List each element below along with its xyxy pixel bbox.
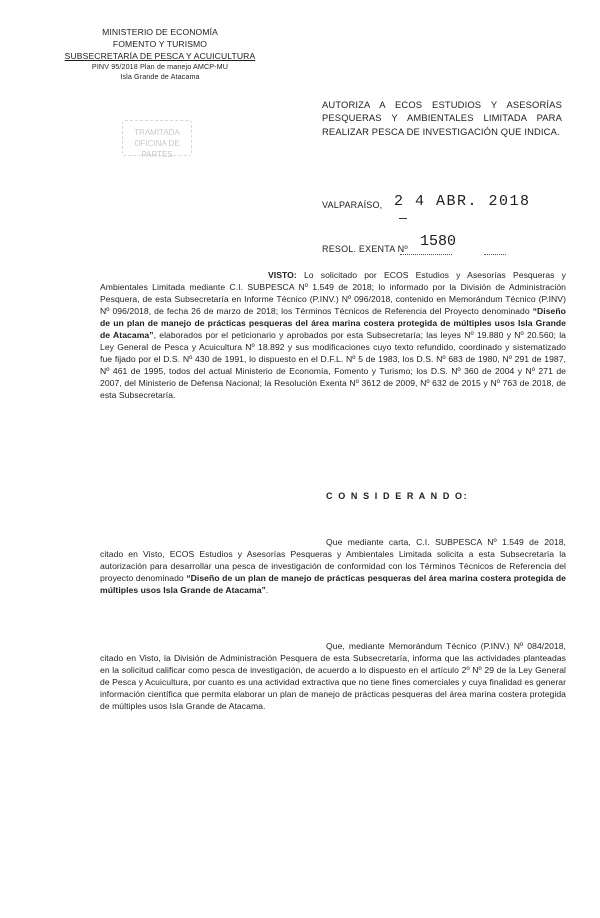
visto-text-2: , elaborados por el peticionario y aprobados por esta Subsecretaría; las leyes Nº 19.880 y Nº 20.560; la Ley General de Pesca y Acuicultura Nº 18.892 y sus modificaciones cuyo texto refundido, coordinado y sistematizado fue fijado por el D.S. Nº 430 de 1991, lo dispuesto en el D.F.L. Nº 5 de 1983, los D.S. Nº 683 de 1980, Nº 291 de 1987, Nº 461 de 1995, todos del actual Ministerio de Economía, Fomento y Turismo; los D.S. Nº 360 de 2004 y Nº 271 de 2007, del Ministerio de Defensa Nacional; la Resolución Exenta Nº 3612 de 2009, Nº 632 de 2015 y Nº 763 de 2018, de esta Subsecretaría. xyxy=(100,330,566,400)
file-reference: PINV 95/2018 Plan de manejo AMCP-MU xyxy=(91,62,229,71)
undersecretariat-name: SUBSECRETARÍA DE PESCA Y ACUICULTURA xyxy=(64,51,256,61)
resolution-label: RESOL. EXENTA Nº xyxy=(322,244,408,254)
considering-paragraph-2 xyxy=(100,640,566,712)
letterhead xyxy=(60,26,260,82)
ministry-name: MINISTERIO DE ECONOMÍA xyxy=(102,27,218,37)
visto-project-title: “Diseño de un plan de manejo de prácticas pesqueras del área marina costera protegida de múltiples usos Isla Grande de Atacama” xyxy=(100,306,566,340)
considering-paragraph-1 xyxy=(100,536,566,596)
resolution-subject: AUTORIZA A ECOS ESTUDIOS Y ASESORÍAS PESQUERAS Y AMBIENTALES LIMITADA PARA REALIZAR PESCA DE INVESTIGACIÓN QUE INDICA. xyxy=(322,99,562,137)
resolution-date: 2 4 ABR. 2018 xyxy=(394,193,531,210)
office-stamp xyxy=(122,120,192,159)
resolution-number: 1580 xyxy=(420,233,457,250)
considerando-heading: C O N S I D E R A N D O: xyxy=(326,491,469,501)
number-trailing-line xyxy=(484,246,506,255)
p1-text-2: . xyxy=(265,585,269,595)
ministry-subtitle: FOMENTO Y TURISMO xyxy=(112,39,208,49)
file-location: Isla Grande de Atacama xyxy=(120,72,200,81)
p1-text-1: Que mediante carta, C.I. SUBPESCA Nº 1.549 de 2018, citado en Visto, ECOS Estudios y Asesorías Pesqueras y Ambientales Limitada solicita a esta Subsecretaría la autorización para desarrollar una pesca de investigación de conformidad con los Términos Técnicos de Referencia del proyecto denominado xyxy=(100,537,566,583)
visto-heading: VISTO: xyxy=(268,270,297,280)
p2-text-1: Que, mediante Memorándum Técnico (P.INV.) Nº 084/2018, citado en Visto, la División de Administración Pesquera de esta Subsecretaría, informa que las actividades planteadas en la solicitud calificar como pesca de investigación, de acuerdo a lo dispuesto en el artículo 2º Nº 29 de la Ley General de Pesca y Acuicultura, por cuanto es una actividad extractiva que no tiene fines comerciales y cuya finalidad es generar información científica que permita elaborar un plan de manejo de prácticas pesqueras del área marina costera protegida de múltiples usos Isla Grande de Atacama. xyxy=(100,641,566,711)
stamp-line-2: OFICINA DE PARTES xyxy=(134,139,180,159)
separator-mark xyxy=(399,218,407,219)
visto-section xyxy=(100,269,566,401)
p1-project-title: “Diseño de un plan de manejo de prácticas pesqueras del área marina costera protegida de múltiples usos Isla Grande de Atacama” xyxy=(100,573,567,595)
place-label: VALPARAÍSO, xyxy=(322,200,383,210)
stamp-line-1: TRAMITADA xyxy=(134,128,180,137)
visto-text-1: Lo solicitado por ECOS Estudios y Asesorías Pesqueras y Ambientales Limitada mediante C.I. SUBPESCA Nº 1.549 de 2018; lo informado por la División de Administración Pesquera, de esta Subsecretaría en Informe Técnico (P.INV.) Nº 096/2018, contenido en Memorándum Técnico (P.INV) Nº 096/2018, de fecha 26 de marzo de 2018; los Términos Técnicos de Referencia del Proyecto denominado xyxy=(100,270,566,316)
